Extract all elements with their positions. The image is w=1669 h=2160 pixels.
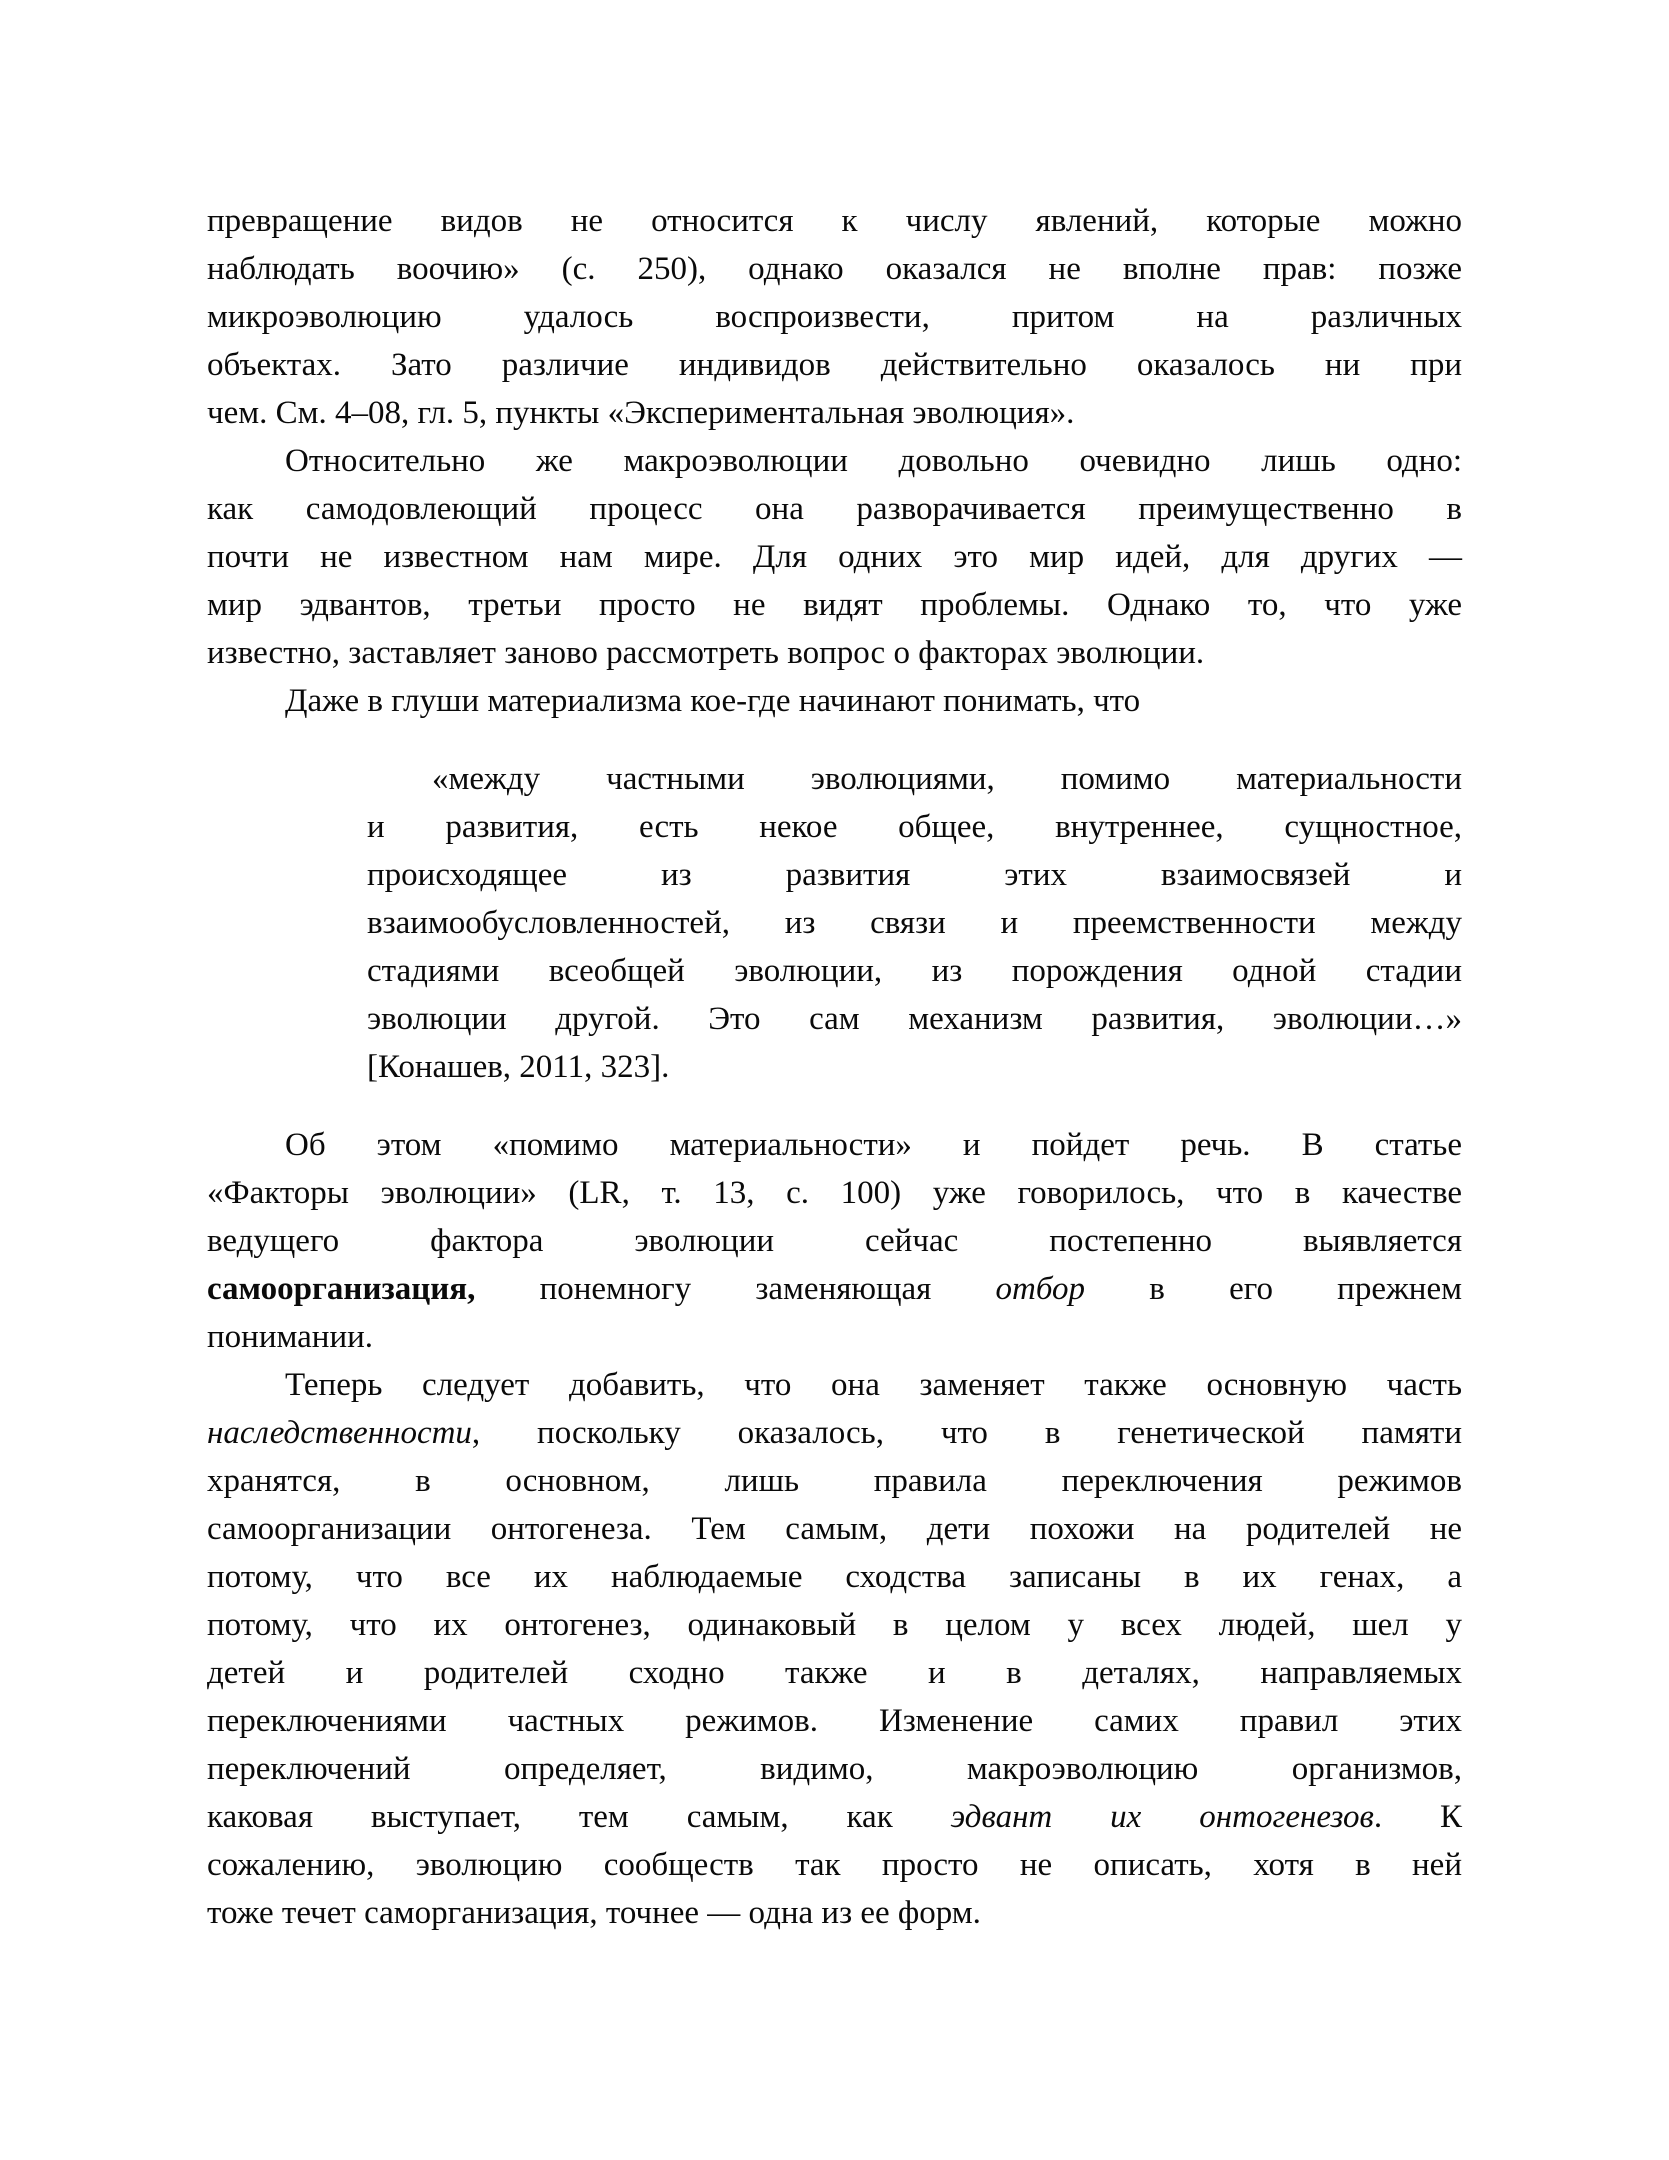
text-line [207,1169,1462,1217]
text-line [207,1313,1462,1361]
text-line [207,1409,1462,1457]
text-run: сожалению, эволюцию сообществ так просто не описать, хотя в ней [207,1847,1462,1883]
text-run: Даже в глуши материализма кое-где начинают понимать, что [285,683,1141,719]
text-run: потому, что все их наблюдаемые сходства записаны в их генах, а [207,1559,1462,1595]
italic-text-run: эдвант их онтогенезов [950,1799,1374,1835]
text-run: , поскольку оказалось, что в генетической памяти [471,1415,1462,1451]
text-line [207,1841,1462,1889]
text-line [207,1217,1462,1265]
text-run: Об этом «помимо материальности» и пойдет речь. В статье [285,1127,1462,1163]
text-line [367,803,1462,851]
text-run: Относительно же макроэволюции довольно очевидно лишь одно: [285,443,1462,479]
text-line [207,1697,1462,1745]
text-line [207,581,1462,629]
text-line [367,851,1462,899]
text-run: объектах. Зато различие индивидов действительно оказалось ни при [207,347,1462,383]
text-run: мир эдвантов, третьи просто не видят проблемы. Однако то, что уже [207,587,1462,623]
italic-text-run: наследственности [207,1415,472,1451]
text-run: эволюции другой. Это сам механизм развития, эволюции…» [367,1001,1462,1037]
text-run: тоже течет саморганизация, точнее — одна из ее форм. [207,1895,981,1931]
text-run: потому, что их онтогенез, одинаковый в целом у всех людей, шел у [207,1607,1462,1643]
text-line [207,629,1462,677]
text-run: превращение видов не относится к числу явлений, которые можно [207,203,1462,239]
text-line [367,899,1462,947]
text-line [207,437,1462,485]
text-run: «между частными эволюциями, помимо материальности [432,761,1462,797]
text-run: каковая выступает, тем самым, как [207,1799,951,1835]
text-run: [Конашев, 2011, 323]. [367,1049,670,1085]
text-line [207,245,1462,293]
text-line [207,1265,1462,1313]
text-run: хранятся, в основном, лишь правила переключения режимов [207,1463,1462,1499]
text-run: как самодовлеющий процесс она разворачивается преимущественно в [207,491,1462,527]
paragraph [207,197,1462,437]
block-quote [367,755,1462,1091]
text-line [207,341,1462,389]
text-line [207,1121,1462,1169]
text-line [207,1457,1462,1505]
text-run: детей и родителей сходно также и в деталях, направляемых [207,1655,1462,1691]
text-line [207,1505,1462,1553]
text-line [207,1745,1462,1793]
bold-text-run: самоорганизация, [207,1271,476,1307]
text-run: понимании. [207,1319,374,1355]
text-line [207,1553,1462,1601]
text-run: чем. См. 4–08, гл. 5, пункты «Экспериментальная эволюция». [207,395,1075,431]
text-line [367,995,1462,1043]
text-run: в его прежнем [1085,1271,1462,1307]
text-line [367,947,1462,995]
paragraph [207,1361,1462,1937]
text-line [207,293,1462,341]
text-content [207,197,1462,1937]
text-run: микроэволюцию удалось воспроизвести, притом на различных [207,299,1462,335]
text-line [207,677,1462,725]
text-run: стадиями всеобщей эволюции, из порождения одной стадии [367,953,1462,989]
text-run: наблюдать воочию» (с. 250), однако оказался не вполне прав: позже [207,251,1462,287]
paragraph [207,677,1462,725]
paragraph [207,1121,1462,1361]
text-line [207,1649,1462,1697]
text-run: понемногу заменяющая [475,1271,996,1307]
text-run: . К [1373,1799,1462,1835]
text-line [367,1043,1462,1091]
text-run: и развития, есть некое общее, внутреннее, сущностное, [367,809,1462,845]
text-line [207,533,1462,581]
text-line [207,1793,1462,1841]
text-line [207,485,1462,533]
text-line [207,1601,1462,1649]
text-line [207,197,1462,245]
text-line [207,389,1462,437]
text-line [207,1361,1462,1409]
text-run: ведущего фактора эволюции сейчас постепенно выявляется [207,1223,1462,1259]
text-run: Теперь следует добавить, что она заменяет также основную часть [285,1367,1462,1403]
text-run: переключениями частных режимов. Изменение самих правил этих [207,1703,1462,1739]
text-run: происходящее из развития этих взаимосвязей и [367,857,1462,893]
italic-text-run: отбор [995,1271,1086,1307]
text-run: взаимообусловленностей, из связи и преемственности между [367,905,1462,941]
text-run: известно, заставляет заново рассмотреть вопрос о факторах эволюции. [207,635,1205,671]
text-run: переключений определяет, видимо, макроэволюцию организмов, [207,1751,1462,1787]
paragraph [207,437,1462,677]
text-line [207,1889,1462,1937]
text-run: почти не известном нам мире. Для одних это мир идей, для других — [207,539,1462,575]
text-run: самоорганизации онтогенеза. Тем самым, дети похожи на родителей не [207,1511,1462,1547]
text-run: «Факторы эволюции» (LR, т. 13, с. 100) уже говорилось, что в качестве [207,1175,1462,1211]
text-line [367,755,1462,803]
